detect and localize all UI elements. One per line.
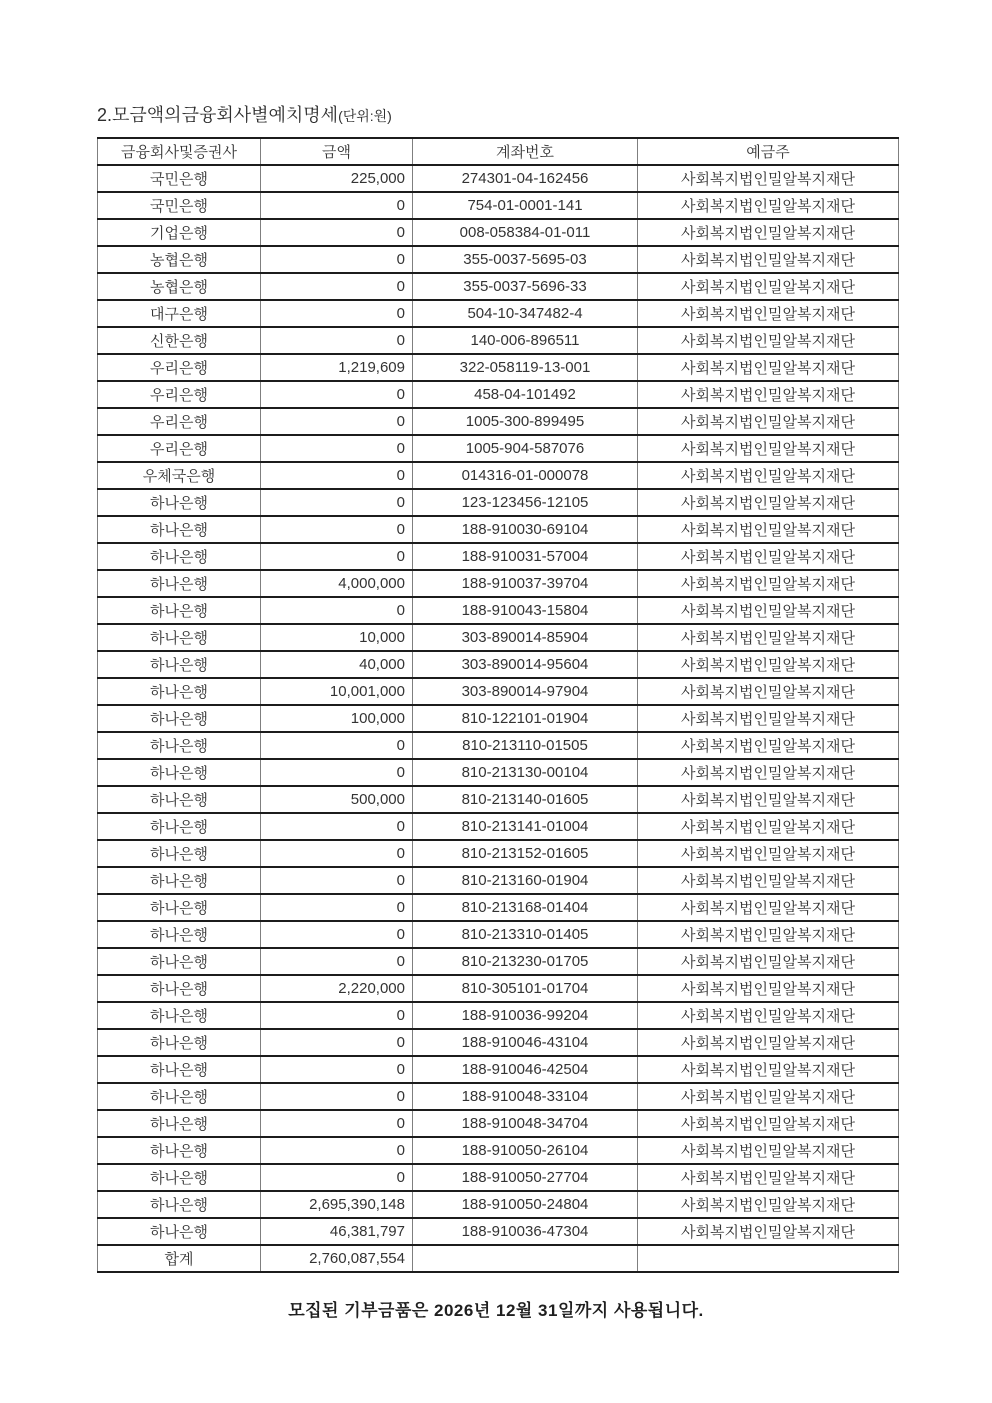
account-cell: 810-213110-01505 xyxy=(413,732,638,759)
bank-cell: 하나은행 xyxy=(98,543,261,570)
account-cell: 810-213230-01705 xyxy=(413,948,638,975)
amount-cell: 0 xyxy=(261,1164,413,1191)
deposit-table xyxy=(97,137,899,1273)
bank-cell: 하나은행 xyxy=(98,894,261,921)
bank-cell: 신한은행 xyxy=(98,327,261,354)
holder-cell: 사회복지법인밀알복지재단 xyxy=(638,732,899,759)
amount-cell: 0 xyxy=(261,759,413,786)
account-cell: 188-910031-57004 xyxy=(413,543,638,570)
col-header-account: 계좌번호 xyxy=(413,138,638,165)
table-row xyxy=(98,759,899,786)
holder-cell: 사회복지법인밀알복지재단 xyxy=(638,1083,899,1110)
holder-cell: 사회복지법인밀알복지재단 xyxy=(638,921,899,948)
amount-cell: 0 xyxy=(261,462,413,489)
holder-cell: 사회복지법인밀알복지재단 xyxy=(638,1002,899,1029)
table-row xyxy=(98,1002,899,1029)
amount-cell: 0 xyxy=(261,867,413,894)
amount-cell: 2,695,390,148 xyxy=(261,1191,413,1218)
holder-cell: 사회복지법인밀알복지재단 xyxy=(638,840,899,867)
amount-cell: 1,219,609 xyxy=(261,354,413,381)
account-cell: 355-0037-5695-03 xyxy=(413,246,638,273)
bank-cell: 대구은행 xyxy=(98,300,261,327)
amount-cell: 4,000,000 xyxy=(261,570,413,597)
holder-cell: 사회복지법인밀알복지재단 xyxy=(638,1110,899,1137)
holder-cell: 사회복지법인밀알복지재단 xyxy=(638,1137,899,1164)
amount-cell: 0 xyxy=(261,327,413,354)
account-cell: 303-890014-97904 xyxy=(413,678,638,705)
table-row xyxy=(98,867,899,894)
bank-cell: 하나은행 xyxy=(98,1137,261,1164)
bank-cell: 하나은행 xyxy=(98,1164,261,1191)
bank-cell: 하나은행 xyxy=(98,1029,261,1056)
account-cell: 188-910046-42504 xyxy=(413,1056,638,1083)
amount-cell: 0 xyxy=(261,894,413,921)
table-row xyxy=(98,570,899,597)
holder-cell: 사회복지법인밀알복지재단 xyxy=(638,408,899,435)
account-cell: 810-122101-01904 xyxy=(413,705,638,732)
amount-cell: 0 xyxy=(261,192,413,219)
amount-cell: 0 xyxy=(261,381,413,408)
amount-cell: 40,000 xyxy=(261,651,413,678)
bank-cell: 하나은행 xyxy=(98,651,261,678)
bank-cell: 우체국은행 xyxy=(98,462,261,489)
account-cell: 188-910036-99204 xyxy=(413,1002,638,1029)
holder-cell: 사회복지법인밀알복지재단 xyxy=(638,867,899,894)
account-cell: 014316-01-000078 xyxy=(413,462,638,489)
total-holder-cell xyxy=(638,1245,899,1272)
amount-cell: 0 xyxy=(261,813,413,840)
table-row xyxy=(98,732,899,759)
holder-cell: 사회복지법인밀알복지재단 xyxy=(638,1056,899,1083)
table-row xyxy=(98,1029,899,1056)
bank-cell: 하나은행 xyxy=(98,678,261,705)
bank-cell: 하나은행 xyxy=(98,624,261,651)
col-header-holder: 예금주 xyxy=(638,138,899,165)
amount-cell: 0 xyxy=(261,921,413,948)
amount-cell: 0 xyxy=(261,597,413,624)
table-row xyxy=(98,975,899,1002)
bank-cell: 하나은행 xyxy=(98,813,261,840)
bank-cell: 하나은행 xyxy=(98,1002,261,1029)
table-row xyxy=(98,1218,899,1245)
bank-cell: 국민은행 xyxy=(98,165,261,192)
bank-cell: 하나은행 xyxy=(98,921,261,948)
holder-cell: 사회복지법인밀알복지재단 xyxy=(638,678,899,705)
amount-cell: 10,001,000 xyxy=(261,678,413,705)
table-row xyxy=(98,786,899,813)
bank-cell: 국민은행 xyxy=(98,192,261,219)
account-cell: 322-058119-13-001 xyxy=(413,354,638,381)
amount-cell: 0 xyxy=(261,273,413,300)
table-row xyxy=(98,435,899,462)
holder-cell: 사회복지법인밀알복지재단 xyxy=(638,786,899,813)
amount-cell: 100,000 xyxy=(261,705,413,732)
amount-cell: 0 xyxy=(261,246,413,273)
section-title-text: 2.모금액의금융회사별예치명세 xyxy=(97,105,339,125)
table-row xyxy=(98,948,899,975)
bank-cell: 하나은행 xyxy=(98,705,261,732)
table-row xyxy=(98,300,899,327)
bank-cell: 하나은행 xyxy=(98,489,261,516)
account-cell: 810-213130-00104 xyxy=(413,759,638,786)
account-cell: 008-058384-01-011 xyxy=(413,219,638,246)
account-cell: 458-04-101492 xyxy=(413,381,638,408)
bank-cell: 하나은행 xyxy=(98,840,261,867)
table-row xyxy=(98,381,899,408)
holder-cell: 사회복지법인밀알복지재단 xyxy=(638,1164,899,1191)
bank-cell: 하나은행 xyxy=(98,975,261,1002)
table-row xyxy=(98,354,899,381)
bank-cell: 하나은행 xyxy=(98,1110,261,1137)
amount-cell: 0 xyxy=(261,1056,413,1083)
table-row xyxy=(98,1137,899,1164)
holder-cell: 사회복지법인밀알복지재단 xyxy=(638,300,899,327)
amount-cell: 46,381,797 xyxy=(261,1218,413,1245)
amount-cell: 0 xyxy=(261,1002,413,1029)
amount-cell: 0 xyxy=(261,300,413,327)
holder-cell: 사회복지법인밀알복지재단 xyxy=(638,624,899,651)
table-row xyxy=(98,246,899,273)
account-cell: 810-213168-01404 xyxy=(413,894,638,921)
bank-cell: 우리은행 xyxy=(98,381,261,408)
table-row xyxy=(98,462,899,489)
amount-cell: 2,220,000 xyxy=(261,975,413,1002)
holder-cell: 사회복지법인밀알복지재단 xyxy=(638,246,899,273)
account-cell: 188-910037-39704 xyxy=(413,570,638,597)
table-row xyxy=(98,165,899,192)
account-cell: 810-213141-01004 xyxy=(413,813,638,840)
amount-cell: 0 xyxy=(261,408,413,435)
table-row xyxy=(98,408,899,435)
account-cell: 810-213310-01405 xyxy=(413,921,638,948)
holder-cell: 사회복지법인밀알복지재단 xyxy=(638,1191,899,1218)
amount-cell: 0 xyxy=(261,840,413,867)
table-row xyxy=(98,327,899,354)
table-row xyxy=(98,1083,899,1110)
table-row xyxy=(98,516,899,543)
account-cell: 188-910048-33104 xyxy=(413,1083,638,1110)
holder-cell: 사회복지법인밀알복지재단 xyxy=(638,597,899,624)
table-row xyxy=(98,921,899,948)
holder-cell: 사회복지법인밀알복지재단 xyxy=(638,570,899,597)
account-cell: 1005-904-587076 xyxy=(413,435,638,462)
section-title xyxy=(97,101,392,127)
table-body xyxy=(98,165,899,1245)
account-cell: 810-305101-01704 xyxy=(413,975,638,1002)
bank-cell: 하나은행 xyxy=(98,1083,261,1110)
table-row xyxy=(98,624,899,651)
bank-cell: 하나은행 xyxy=(98,867,261,894)
amount-cell: 0 xyxy=(261,516,413,543)
account-cell: 274301-04-162456 xyxy=(413,165,638,192)
holder-cell: 사회복지법인밀알복지재단 xyxy=(638,462,899,489)
footer-note: 모집된 기부금품은 2026년 12월 31일까지 사용됩니다. xyxy=(288,1301,704,1320)
account-cell: 123-123456-12105 xyxy=(413,489,638,516)
table-row xyxy=(98,840,899,867)
table-header-row xyxy=(98,138,899,165)
account-cell: 188-910036-47304 xyxy=(413,1218,638,1245)
holder-cell: 사회복지법인밀알복지재단 xyxy=(638,975,899,1002)
account-cell: 188-910043-15804 xyxy=(413,597,638,624)
table-row xyxy=(98,678,899,705)
bank-cell: 농협은행 xyxy=(98,273,261,300)
account-cell: 188-910050-27704 xyxy=(413,1164,638,1191)
table-row xyxy=(98,543,899,570)
table-row xyxy=(98,705,899,732)
holder-cell: 사회복지법인밀알복지재단 xyxy=(638,489,899,516)
holder-cell: 사회복지법인밀알복지재단 xyxy=(638,354,899,381)
account-cell: 140-006-896511 xyxy=(413,327,638,354)
table-row xyxy=(98,219,899,246)
bank-cell: 하나은행 xyxy=(98,516,261,543)
bank-cell: 하나은행 xyxy=(98,732,261,759)
amount-cell: 500,000 xyxy=(261,786,413,813)
holder-cell: 사회복지법인밀알복지재단 xyxy=(638,219,899,246)
account-cell: 810-213140-01605 xyxy=(413,786,638,813)
holder-cell: 사회복지법인밀알복지재단 xyxy=(638,705,899,732)
holder-cell: 사회복지법인밀알복지재단 xyxy=(638,813,899,840)
bank-cell: 하나은행 xyxy=(98,1056,261,1083)
holder-cell: 사회복지법인밀알복지재단 xyxy=(638,381,899,408)
table-row xyxy=(98,894,899,921)
holder-cell: 사회복지법인밀알복지재단 xyxy=(638,651,899,678)
holder-cell: 사회복지법인밀알복지재단 xyxy=(638,516,899,543)
holder-cell: 사회복지법인밀알복지재단 xyxy=(638,435,899,462)
bank-cell: 우리은행 xyxy=(98,435,261,462)
holder-cell: 사회복지법인밀알복지재단 xyxy=(638,273,899,300)
account-cell: 355-0037-5696-33 xyxy=(413,273,638,300)
total-account-cell xyxy=(413,1245,638,1272)
account-cell: 504-10-347482-4 xyxy=(413,300,638,327)
table-row xyxy=(98,192,899,219)
holder-cell: 사회복지법인밀알복지재단 xyxy=(638,1029,899,1056)
table-row xyxy=(98,273,899,300)
account-cell: 188-910048-34704 xyxy=(413,1110,638,1137)
bank-cell: 하나은행 xyxy=(98,759,261,786)
account-cell: 303-890014-85904 xyxy=(413,624,638,651)
bank-cell: 하나은행 xyxy=(98,948,261,975)
holder-cell: 사회복지법인밀알복지재단 xyxy=(638,894,899,921)
bank-cell: 기업은행 xyxy=(98,219,261,246)
account-cell: 188-910050-24804 xyxy=(413,1191,638,1218)
account-cell: 810-213160-01904 xyxy=(413,867,638,894)
col-header-bank: 금융회사및증권사 xyxy=(98,138,261,165)
holder-cell: 사회복지법인밀알복지재단 xyxy=(638,165,899,192)
table-row xyxy=(98,1164,899,1191)
amount-cell: 0 xyxy=(261,1029,413,1056)
total-label-cell: 합계 xyxy=(98,1245,261,1272)
amount-cell: 0 xyxy=(261,1083,413,1110)
col-header-amount: 금액 xyxy=(261,138,413,165)
amount-cell: 0 xyxy=(261,543,413,570)
holder-cell: 사회복지법인밀알복지재단 xyxy=(638,327,899,354)
holder-cell: 사회복지법인밀알복지재단 xyxy=(638,192,899,219)
account-cell: 188-910030-69104 xyxy=(413,516,638,543)
bank-cell: 농협은행 xyxy=(98,246,261,273)
table-row xyxy=(98,651,899,678)
bank-cell: 하나은행 xyxy=(98,786,261,813)
unit-label: (단위:원) xyxy=(338,108,392,124)
table-row xyxy=(98,1191,899,1218)
account-cell: 303-890014-95604 xyxy=(413,651,638,678)
amount-cell: 0 xyxy=(261,1137,413,1164)
bank-cell: 하나은행 xyxy=(98,1218,261,1245)
account-cell: 754-01-0001-141 xyxy=(413,192,638,219)
amount-cell: 10,000 xyxy=(261,624,413,651)
account-cell: 188-910050-26104 xyxy=(413,1137,638,1164)
amount-cell: 0 xyxy=(261,1110,413,1137)
table-row xyxy=(98,597,899,624)
amount-cell: 0 xyxy=(261,489,413,516)
bank-cell: 하나은행 xyxy=(98,1191,261,1218)
table-row xyxy=(98,813,899,840)
account-cell: 1005-300-899495 xyxy=(413,408,638,435)
table-row xyxy=(98,1056,899,1083)
bank-cell: 하나은행 xyxy=(98,597,261,624)
bank-cell: 하나은행 xyxy=(98,570,261,597)
amount-cell: 0 xyxy=(261,732,413,759)
bank-cell: 우리은행 xyxy=(98,354,261,381)
amount-cell: 0 xyxy=(261,219,413,246)
total-row xyxy=(98,1245,899,1272)
account-cell: 188-910046-43104 xyxy=(413,1029,638,1056)
amount-cell: 0 xyxy=(261,435,413,462)
holder-cell: 사회복지법인밀알복지재단 xyxy=(638,1218,899,1245)
table-row xyxy=(98,489,899,516)
account-cell: 810-213152-01605 xyxy=(413,840,638,867)
table-row xyxy=(98,1110,899,1137)
holder-cell: 사회복지법인밀알복지재단 xyxy=(638,543,899,570)
bank-cell: 우리은행 xyxy=(98,408,261,435)
amount-cell: 225,000 xyxy=(261,165,413,192)
amount-cell: 0 xyxy=(261,948,413,975)
holder-cell: 사회복지법인밀알복지재단 xyxy=(638,948,899,975)
total-amount-cell: 2,760,087,554 xyxy=(261,1245,413,1272)
holder-cell: 사회복지법인밀알복지재단 xyxy=(638,759,899,786)
